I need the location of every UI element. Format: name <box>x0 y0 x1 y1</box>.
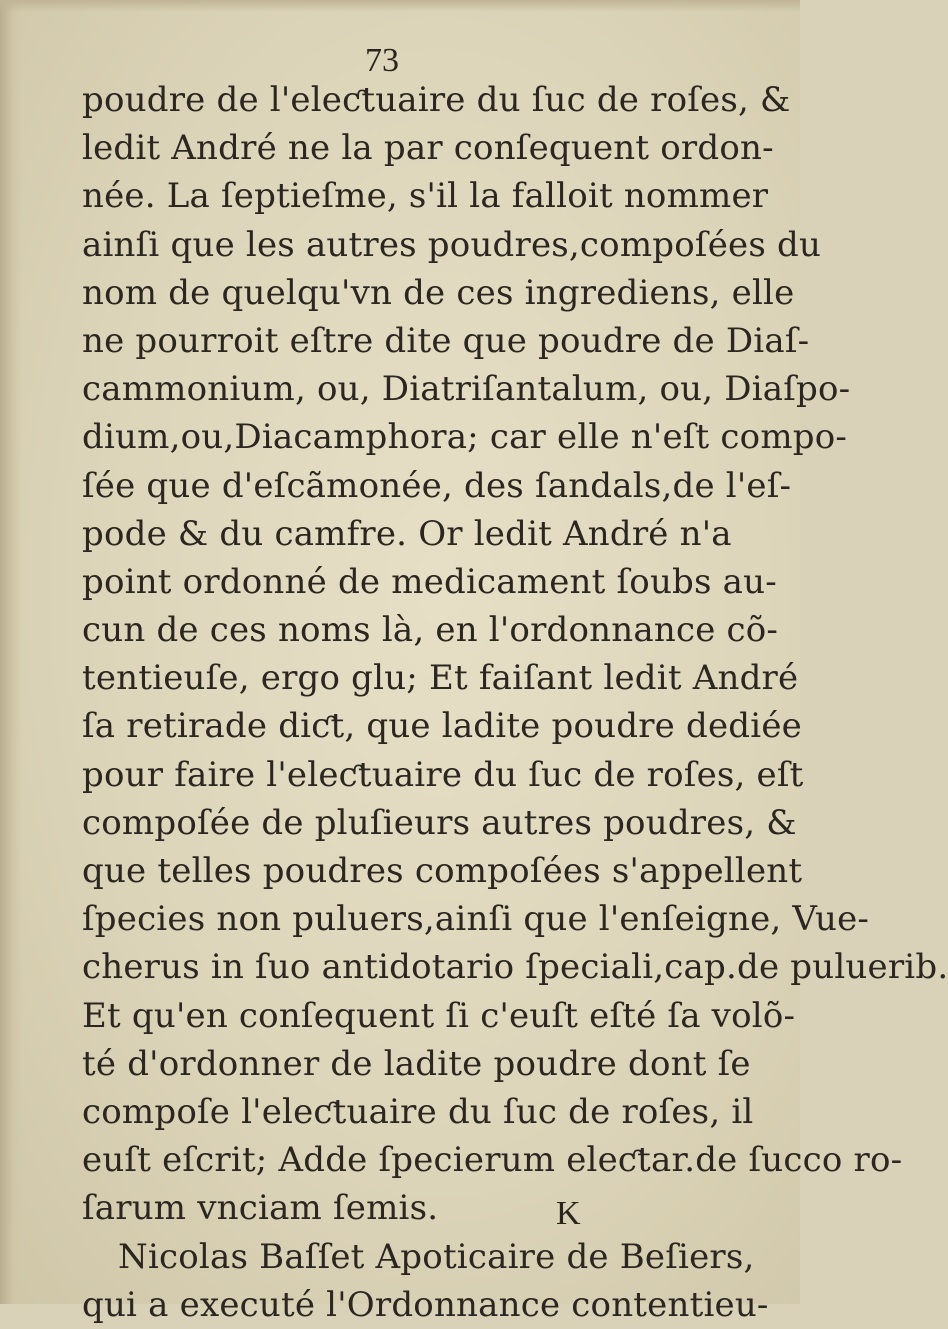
text-line: compoſe l'eleƈtuaire du ſuc de roſes, il <box>82 1091 754 1132</box>
text-line: cherus in ſuo antidotario ſpeciali,cap.de puluerib. <box>82 947 948 988</box>
text-line: nom de quelqu'vn de ces ingrediens, elle <box>82 272 795 313</box>
signature-mark: K <box>556 1195 581 1232</box>
text-line: poudre de l'eleƈtuaire du ſuc de roſes, & <box>82 80 791 120</box>
text-line: pode & du camfre. Or ledit André n'a <box>82 513 732 554</box>
text-line: euſt eſcrit; Adde ſpecierum eleƈtar.de ſucco ro- <box>82 1140 903 1181</box>
text-line: ſa retirade diƈt, que ladite poudre dediée <box>82 706 802 747</box>
text-line: compoſée de pluſieurs autres poudres, & <box>82 802 797 843</box>
text-line: cammonium, ou, Diatriſantalum, ou, Diaſpo- <box>82 369 851 410</box>
text-line: ſée que d'eſcãmonée, des ſandals,de l'eſ- <box>82 465 792 506</box>
body-text <box>82 76 948 1329</box>
text-line: ſarum vnciam ſemis. <box>82 1188 439 1229</box>
text-line: té d'ordonner de ladite poudre dont ſe <box>82 1043 751 1084</box>
text-line: point ordonné de medicament ſoubs au- <box>82 561 777 602</box>
text-line: Et qu'en conſequent ſi c'euſt eſté ſa volõ- <box>82 995 796 1036</box>
text-line: qui a executé l'Ordonnance contentieu- <box>82 1284 769 1325</box>
text-line: Nicolas Baſſet Apoticaire de Beſiers, <box>118 1236 755 1277</box>
text-line: dium,ou,Diacamphora; car elle n'eſt compo- <box>82 417 848 458</box>
text-line: pour faire l'eleƈtuaire du ſuc de roſes, eſt <box>82 754 804 795</box>
text-line: née. La ſeptieſme, s'il la falloit nommer <box>82 176 769 217</box>
text-line: ſpecies non puluers,ainſi que l'enſeigne, Vue- <box>82 899 870 940</box>
text-line: que telles poudres compoſées s'appellent <box>82 851 803 891</box>
page-top-edge <box>0 0 800 12</box>
text-line: ne pourroit eſtre dite que poudre de Diaſ- <box>82 320 810 361</box>
page-gutter <box>0 0 22 1304</box>
text-line: cun de ces noms là, en l'ordonnance cõ- <box>82 610 779 651</box>
text-line: ledit André ne la par conſequent ordon- <box>82 128 774 169</box>
page-number: 73 <box>365 42 399 79</box>
text-line: ainſi que les autres poudres,compoſées du <box>82 224 822 265</box>
text-line: tentieuſe, ergo glu; Et faiſant ledit André <box>82 658 799 699</box>
